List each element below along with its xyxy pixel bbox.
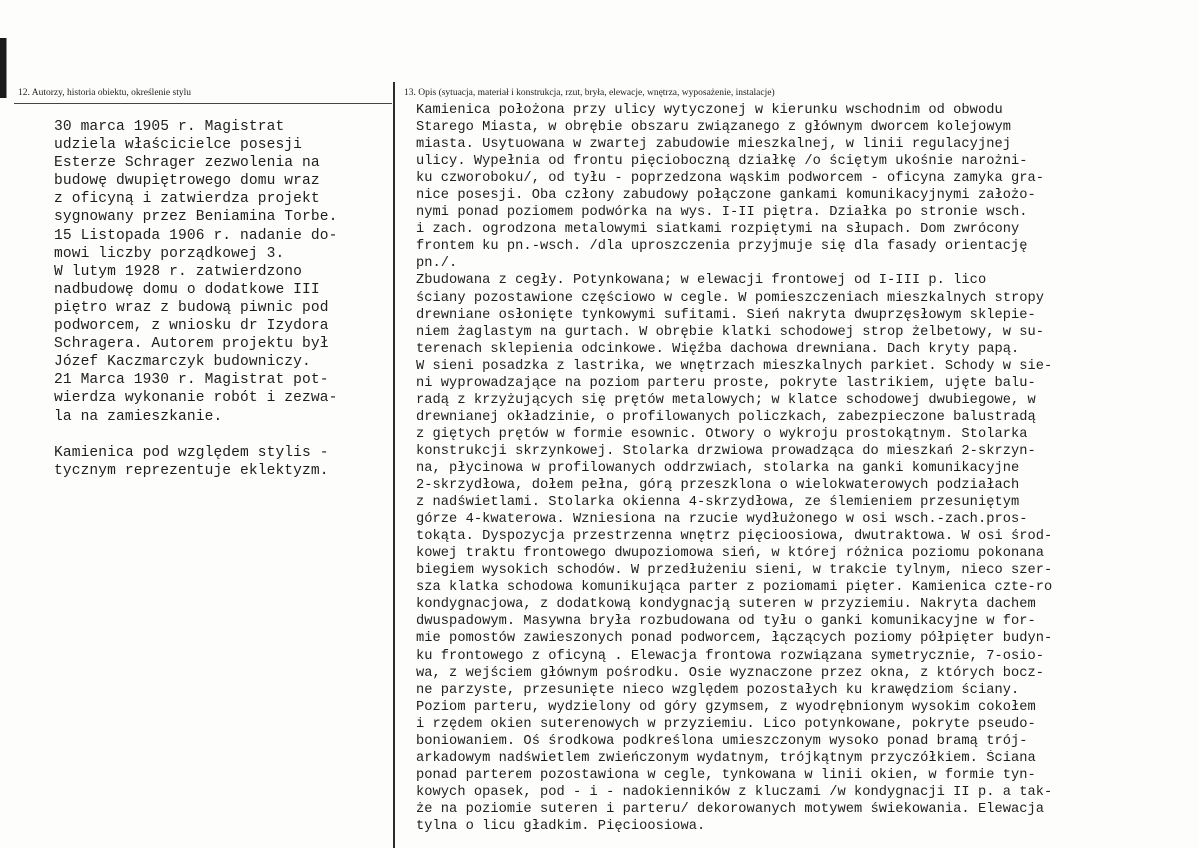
text-line: udziela właścicielce posesji [54,137,303,154]
text-line: pn./. [416,256,458,272]
text-line: dwuspadowym. Masywna bryła rozbudowana od tyłu o ganki komunikacyjne w for- [416,614,1036,630]
text-line: ku frontowego z oficyną . Elewacja frontowa rozwiązana symetrycznie, 7-osio- [416,648,1045,664]
text-line: że na poziomie suteren i parteru/ dekorowanych motywem świekowania. Elewacja [416,801,1045,817]
text-line: tokąta. Dyspozycja przestrzenna wnętrz pięcioosiowa, dwutraktowa. W osi środ- [416,529,1053,545]
text-line: biegiem wysokich schodów. W przedłużeniu sieni, w trakcie tylnym, nieco szer- [416,563,1053,579]
text-line: boniowaniem. Oś środkowa podkreślona umieszczonym wysoko ponad bramą trój- [416,733,1028,749]
text-line: mowi liczby porządkowej 3. [54,245,285,262]
text-line: Schragera. Autorem projektu był [54,336,329,353]
right-column [396,0,1199,848]
history-text [54,118,389,480]
text-line: nice posesji. Oba człony zabudowy połączone gankami komunikacyjnymi założo- [416,188,1036,204]
text-line: arkadowym nadświetlem zwieńczonym wydatnym, trójkątnym przyczółkiem. Ściana [416,750,1036,766]
text-line: terenach sklepienia odcinkowe. Więźba dachowa drewniana. Dach kryty papą. [416,341,1020,357]
text-line: drewniane osłonięte tynkowymi sufitami. Sień nakryta dwuprzęsłowym sklepie- [416,307,1036,323]
text-line: 15 Listopada 1906 r. nadanie do- [54,227,338,244]
section-12-header: 12. Autorzy, historia obiektu, określenie stylu [18,88,191,98]
text-line: piętro wraz z budową piwnic pod [54,299,329,316]
section-13-header: 13. Opis (sytuacja, materiał i konstrukcja, rzut, bryła, elewacje, wnętrza, wyposażenie, instalacje) [404,88,775,98]
text-line: Zbudowana z cegły. Potynkowana; w elewacji frontowej od I-III p. lico [416,273,987,289]
text-line: ściany pozostawione częściowo w cegle. W pomieszczeniach mieszkalnych stropy [416,290,1045,306]
text-line: frontem ku pn.-wsch. /dla uproszczenia przyjmuje się dla fasady orientację [416,239,1028,255]
text-line: i rzędem okien suterenowych w przyziemiu. Lico potynkowane, pokryte pseudo- [416,716,1036,732]
text-line: wa, z wejściem głównym pośrodku. Osie wyznaczone przez okna, z których bocz- [416,665,1045,681]
text-line: nadbudowę domu o dodatkowe III [54,281,320,298]
text-line: Esterze Schrager zezwolenia na [54,155,320,172]
text-line: 21 Marca 1930 r. Magistrat pot- [54,372,329,389]
description-text [416,102,1196,835]
text-line: ulicy. Wypełnia od frontu pięcioboczną działkę /o ściętym ukośnie narożni- [416,154,1028,170]
text-line: sygnowany przez Beniamina Torbe. [54,209,338,226]
text-line: z nadświetlami. Stolarka okienna 4-skrzydłowa, ze ślemieniem przesuniętym [416,495,1020,511]
text-line: niem żaglastym na gurtach. W obrębie klatki schodowej strop żelbetowy, w su- [416,324,1045,340]
text-line: konstrukcji skrzynkowej. Stolarka drzwiowa prowadząca do mieszkań 2-skrzyn- [416,443,1036,459]
text-line: i zach. ogrodzona metalowymi siatkami rozpiętymi na słupach. Dom zwrócony [416,222,1020,238]
column-divider [393,82,395,848]
text-line: sza klatka schodowa komunikująca parter z poziomami pięter. Kamienica czte-ro [416,580,1053,596]
text-line: Kamienica położona przy ulicy wytyczonej w kierunku wschodnim od obwodu [416,103,1003,118]
header-rule [14,103,392,104]
text-line: wierdza wykonanie robót i zezwa- [54,390,338,407]
text-line: ponad parterem pozostawiona w cegle, tynkowana w linii okien, w formie tyn- [416,767,1036,783]
text-line: górze 4-kwaterowa. Wzniesiona na rzucie wydłużonego w osi wsch.-zach.pros- [416,512,1028,528]
text-line: 30 marca 1905 r. Magistrat [54,119,285,135]
text-line: na, płycinowa w profilowanych oddrzwiach, stolarka na ganki komunikacyjne [416,460,1020,476]
left-column [0,0,395,848]
text-line: W lutym 1928 r. zatwierdzono [54,263,303,280]
text-line: budowę dwupiętrowego domu wraz [54,173,320,190]
text-line: Józef Kaczmarczyk budowniczy. [54,354,311,371]
text-line: podworcem, z wniosku dr Izydora [54,318,329,335]
text-line: la na zamieszkanie. [54,408,223,425]
text-line: ne parzyste, przesunięte nieco względem pozostałych ku krawędziom ściany. [416,682,1020,698]
text-line: Poziom parteru, wydzielony od góry gzymsem, z wyodrębnionym wysokim cokołem [416,699,1036,715]
text-line: ku czworoboku/, od tyłu - poprzedzona wąskim podworcem - oficyna zamyka gra- [416,171,1045,187]
text-line: tycznym reprezentuje eklektyzm. [54,462,329,479]
text-line: kowej traktu frontowego dwupoziomowa sień, w której różnica poziomu pokonana [416,546,1045,562]
text-line: tylna o licu gładkim. Pięcioosiowa. [416,818,706,834]
text-line: W sieni posadzka z lastrika, we wnętrzach mieszkalnych parkiet. Schody w sie- [416,358,1053,374]
text-line: drewnianej okładzinie, o profilowanych policzkach, zabezpieczone balustradą [416,409,1036,425]
text-line: Starego Miasta, w obrębie obszaru związanego z głównym dworcem kolejowym [416,120,1011,136]
paragraph-gap [54,426,389,444]
text-line: radą z krzyżujących się prętów metalowych; w klatce schodowej dwubiegowe, w [416,392,1036,408]
text-line: kowych opasek, pod - i - nadokienników z kluczami /w kondygnacji II p. a tak- [416,784,1053,800]
text-line: Kamienica pod względem stylis - [54,444,329,461]
text-line: z giętych prętów w formie esownic. Otwory o wykroju prostokątnym. Stolarka [416,426,1028,442]
text-line: z oficyną i zatwierdza projekt [54,191,320,208]
text-line: nymi ponad poziomem podwórka na wys. I-II piętra. Działka po stronie wsch. [416,205,1028,221]
text-line: ni wyprowadzające na poziom parteru proste, pokryte lastrikiem, ujęte balu- [416,375,1036,391]
text-line: mie pomostów zawieszonych ponad podworcem, łączących poziomy półpięter budyn- [416,631,1053,647]
text-line: miasta. Usytuowana w zwartej zabudowie mieszkalnej, w linii regulacyjnej [416,137,1011,153]
text-line: 2-skrzydłowa, dołem pełna, górą przeszklona o wielokwaterowych podziałach [416,478,1020,494]
text-line: kondygnacjowa, z dodatkową kondygnacją suteren w przyziemiu. Nakryta dachem [416,597,1036,613]
